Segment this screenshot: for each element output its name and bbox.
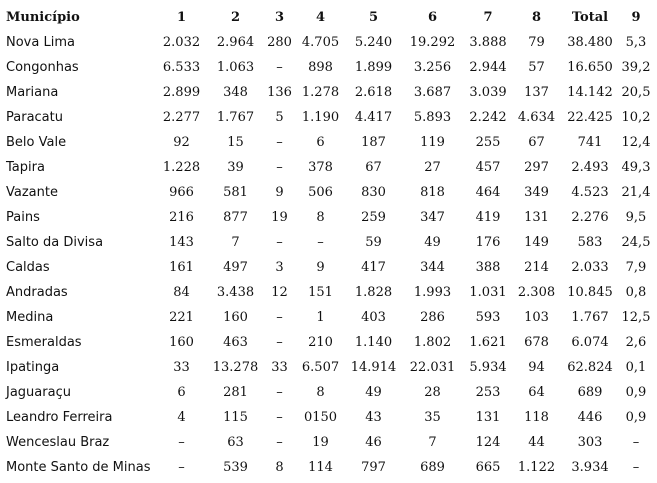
table-cell: 5.893: [413, 110, 452, 125]
table-cell: 67: [528, 135, 545, 150]
table-cell: 344: [420, 260, 445, 275]
table-cell: 464: [475, 185, 501, 200]
table-cell: 689: [420, 460, 445, 475]
table-cell: 5.934: [469, 360, 507, 375]
table-cell: 24,5: [621, 235, 651, 250]
column-header-col-3: 3: [274, 10, 285, 25]
table-cell: 2.242: [469, 110, 507, 125]
column-header-municipio: Município: [6, 10, 80, 25]
table-cell: 7,9: [625, 260, 647, 275]
table-cell: 253: [475, 385, 501, 400]
table-cell: 297: [524, 160, 549, 175]
table-cell: 14.914: [350, 360, 397, 375]
table-cell: 689: [577, 385, 603, 400]
table-cell: 539: [223, 460, 248, 475]
municipality-name: Vazante: [6, 185, 58, 200]
column-header-col-10: 9: [631, 10, 641, 25]
table-cell: 46: [365, 435, 382, 450]
table-cell: 43: [365, 410, 382, 425]
table-cell: 741: [577, 135, 603, 150]
table-row: [2, 180, 651, 205]
table-row: [2, 55, 651, 80]
table-row: [2, 280, 651, 305]
table-cell: 583: [577, 235, 603, 250]
column-header-col-1: 1: [176, 10, 187, 25]
table-cell: 348: [223, 85, 248, 100]
table-row: [2, 330, 651, 355]
table-cell: 2.944: [469, 60, 507, 75]
table-cell: 1.278: [301, 85, 340, 100]
table-cell: 19.292: [409, 35, 456, 50]
table-cell: 403: [361, 310, 386, 325]
column-header-total: Total: [571, 10, 609, 25]
table-cell: –: [276, 135, 283, 150]
table-cell: 12,4: [621, 135, 651, 150]
table-cell: 20,5: [621, 85, 651, 100]
table-row: [2, 205, 651, 230]
table-cell: 19: [271, 210, 288, 225]
municipality-name: Congonhas: [6, 60, 79, 75]
table-cell: –: [276, 335, 283, 350]
table-cell: 5.240: [354, 35, 393, 50]
table-cell: 2.899: [162, 85, 201, 100]
table-cell: 10.845: [567, 285, 613, 300]
table-cell: 62.824: [567, 360, 613, 375]
table-cell: –: [276, 410, 283, 425]
column-header-col-8: 8: [531, 10, 542, 25]
table-cell: 9: [275, 185, 284, 200]
table-body: [2, 30, 651, 480]
table-cell: 149: [524, 235, 549, 250]
table-cell: 419: [475, 210, 501, 225]
table-cell: 49,3: [621, 160, 651, 175]
column-header-col-5: 5: [368, 10, 379, 25]
table-cell: 9: [316, 260, 325, 275]
table-cell: 6.507: [301, 360, 340, 375]
header-row: [2, 5, 651, 30]
table-cell: 33: [173, 360, 190, 375]
table-cell: 1.767: [571, 310, 609, 325]
municipality-name: Nova Lima: [6, 35, 75, 50]
table-cell: 210: [308, 335, 333, 350]
table-cell: 3: [275, 260, 284, 275]
table-cell: 1.767: [216, 110, 255, 125]
table-cell: 0,9: [625, 385, 647, 400]
table-cell: 2.033: [571, 260, 609, 275]
column-header-col-4: 4: [315, 10, 326, 25]
municipality-name: Ipatinga: [6, 360, 60, 375]
table-cell: 39,2: [621, 60, 651, 75]
table-row: [2, 405, 651, 430]
table-cell: 5: [275, 110, 284, 125]
table-cell: 12,5: [621, 310, 651, 325]
table-cell: 1.063: [216, 60, 255, 75]
table-row: [2, 80, 651, 105]
table-row: [2, 30, 651, 55]
table-cell: 1: [316, 310, 325, 325]
table-cell: 28: [424, 385, 441, 400]
table-cell: 3.934: [571, 460, 609, 475]
table-cell: 187: [361, 135, 386, 150]
table-cell: 8: [316, 210, 325, 225]
table-cell: 84: [173, 285, 190, 300]
table-cell: 38.480: [567, 35, 613, 50]
table-cell: 2.308: [517, 285, 556, 300]
table-cell: 94: [528, 360, 545, 375]
table-cell: 21,4: [621, 185, 651, 200]
table-cell: 2.276: [571, 210, 609, 225]
municipality-name: Pains: [6, 210, 40, 225]
table-cell: 506: [308, 185, 333, 200]
table-cell: 4.634: [517, 110, 556, 125]
table-cell: 143: [169, 235, 194, 250]
table-cell: 15: [227, 135, 244, 150]
table-cell: –: [276, 310, 283, 325]
table-cell: 8: [316, 385, 325, 400]
table-cell: 4.523: [571, 185, 609, 200]
table-cell: 497: [223, 260, 248, 275]
table-cell: 898: [308, 60, 333, 75]
table-cell: 0,1: [625, 360, 647, 375]
table-cell: 67: [365, 160, 382, 175]
table-cell: 1.802: [413, 335, 452, 350]
table-cell: 16.650: [567, 60, 613, 75]
table-cell: 3.039: [469, 85, 507, 100]
table-cell: 49: [365, 385, 382, 400]
table-cell: 6.074: [571, 335, 609, 350]
municipality-name: Belo Vale: [6, 135, 67, 150]
table-cell: 286: [420, 310, 445, 325]
table-cell: 7: [231, 235, 240, 250]
table-cell: 446: [577, 410, 603, 425]
table-cell: 10,2: [621, 110, 651, 125]
table-cell: 2,6: [625, 335, 647, 350]
table-cell: 678: [524, 335, 549, 350]
table-row: [2, 230, 651, 255]
table-cell: 221: [169, 310, 194, 325]
table-cell: 13.278: [212, 360, 259, 375]
table-cell: 830: [361, 185, 386, 200]
table-cell: 1.122: [517, 460, 556, 475]
table-cell: 877: [223, 210, 248, 225]
municipality-name: Caldas: [6, 260, 50, 275]
table-cell: 818: [420, 185, 445, 200]
table-cell: 1.031: [469, 285, 507, 300]
table-cell: 119: [420, 135, 445, 150]
municipality-name: Mariana: [6, 85, 59, 100]
table-cell: 2.618: [354, 85, 393, 100]
table-cell: 3.438: [216, 285, 255, 300]
table-cell: –: [276, 385, 283, 400]
table-cell: 4: [177, 410, 186, 425]
table-cell: –: [276, 60, 283, 75]
table-cell: 255: [475, 135, 501, 150]
table-cell: 59: [365, 235, 382, 250]
table-cell: 966: [169, 185, 194, 200]
table-cell: 581: [223, 185, 248, 200]
table-cell: 1.899: [354, 60, 393, 75]
table-cell: 463: [223, 335, 248, 350]
table-cell: 417: [361, 260, 386, 275]
table-cell: 136: [267, 85, 292, 100]
table-cell: 7: [428, 435, 437, 450]
table-cell: –: [317, 235, 324, 250]
table-cell: 1.993: [413, 285, 452, 300]
table-cell: 1.621: [469, 335, 507, 350]
municipality-name: Andradas: [6, 285, 68, 300]
table-cell: 22.425: [567, 110, 613, 125]
table-cell: 6.533: [162, 60, 201, 75]
table-cell: 2.277: [162, 110, 201, 125]
table-cell: 347: [420, 210, 445, 225]
table-cell: 8: [275, 460, 284, 475]
table-cell: –: [632, 435, 640, 450]
table-row: [2, 380, 651, 405]
table-cell: –: [178, 435, 185, 450]
table-cell: 797: [361, 460, 386, 475]
municipality-name: Salto da Divisa: [6, 235, 104, 250]
table-row: [2, 430, 651, 455]
table-cell: 79: [528, 35, 545, 50]
table-cell: 214: [524, 260, 549, 275]
table-cell: 6: [177, 385, 186, 400]
table-cell: –: [276, 235, 283, 250]
table-cell: 1.140: [354, 335, 393, 350]
table-cell: 115: [223, 410, 248, 425]
column-header-col-2: 2: [230, 10, 241, 25]
table-cell: 0150: [303, 410, 338, 425]
table-cell: 1.228: [162, 160, 201, 175]
table-cell: 64: [528, 385, 545, 400]
table-cell: 151: [308, 285, 333, 300]
table-cell: 131: [524, 210, 549, 225]
table-cell: 4.417: [354, 110, 393, 125]
table-cell: 457: [475, 160, 501, 175]
column-header-col-7: 7: [483, 10, 493, 25]
municipality-name: Leandro Ferreira: [6, 410, 113, 425]
table-cell: 49: [424, 235, 441, 250]
table-cell: 9,5: [625, 210, 647, 225]
table-cell: 57: [528, 60, 545, 75]
municipality-name: Monte Santo de Minas: [6, 460, 151, 475]
table-cell: –: [276, 435, 283, 450]
table-cell: 0,9: [625, 410, 647, 425]
table-cell: 161: [169, 260, 194, 275]
table-cell: 19: [312, 435, 329, 450]
table-cell: 388: [475, 260, 501, 275]
table-cell: 176: [475, 235, 501, 250]
column-header-col-6: 6: [427, 10, 438, 25]
table-cell: 103: [524, 310, 549, 325]
table-cell: 3.888: [469, 35, 507, 50]
municipality-name: Medina: [6, 310, 54, 325]
data-table: [2, 5, 651, 480]
table-cell: 131: [475, 410, 501, 425]
table-cell: 349: [524, 185, 549, 200]
table-cell: 22.031: [409, 360, 456, 375]
table-cell: 4.705: [301, 35, 340, 50]
table-cell: 2.964: [216, 35, 255, 50]
table-cell: 303: [577, 435, 603, 450]
table-cell: 160: [169, 335, 194, 350]
table-cell: 92: [173, 135, 190, 150]
table-cell: 137: [524, 85, 549, 100]
table-cell: 3.256: [413, 60, 452, 75]
table-cell: 1.828: [354, 285, 393, 300]
table-cell: 27: [424, 160, 441, 175]
table-cell: 6: [316, 135, 325, 150]
table-cell: 44: [528, 435, 545, 450]
table-cell: 0,8: [625, 285, 647, 300]
table-cell: 280: [267, 35, 292, 50]
table-cell: 665: [475, 460, 501, 475]
table-cell: 378: [308, 160, 333, 175]
table-row: [2, 455, 651, 480]
table-cell: 39: [227, 160, 244, 175]
municipality-name: Paracatu: [6, 110, 63, 125]
table-header: [2, 5, 651, 30]
table-cell: 281: [223, 385, 248, 400]
table-cell: 118: [524, 410, 549, 425]
municipality-name: Jaguaraçu: [6, 385, 71, 400]
table-cell: 124: [475, 435, 501, 450]
table-cell: 5,3: [625, 35, 647, 50]
municipality-name: Tapira: [6, 160, 45, 175]
table-cell: 63: [227, 435, 244, 450]
table-cell: 1.190: [301, 110, 340, 125]
table-cell: 33: [271, 360, 288, 375]
table-cell: 160: [223, 310, 248, 325]
table-row: [2, 130, 651, 155]
table-row: [2, 155, 651, 180]
municipality-name: Wenceslau Braz: [6, 435, 110, 450]
table-cell: 259: [361, 210, 386, 225]
table-cell: 35: [424, 410, 441, 425]
table-cell: 12: [271, 285, 288, 300]
table-cell: –: [632, 460, 640, 475]
table-row: [2, 255, 651, 280]
table-cell: 2.032: [162, 35, 201, 50]
table-row: [2, 355, 651, 380]
table-cell: 2.493: [571, 160, 609, 175]
table-cell: –: [276, 160, 283, 175]
table-cell: 3.687: [413, 85, 452, 100]
table-row: [2, 305, 651, 330]
table-cell: 593: [475, 310, 501, 325]
table-cell: 216: [169, 210, 194, 225]
table-cell: –: [178, 460, 185, 475]
table-row: [2, 105, 651, 130]
table-cell: 114: [308, 460, 333, 475]
municipality-name: Esmeraldas: [6, 335, 82, 350]
table-cell: 14.142: [567, 85, 613, 100]
